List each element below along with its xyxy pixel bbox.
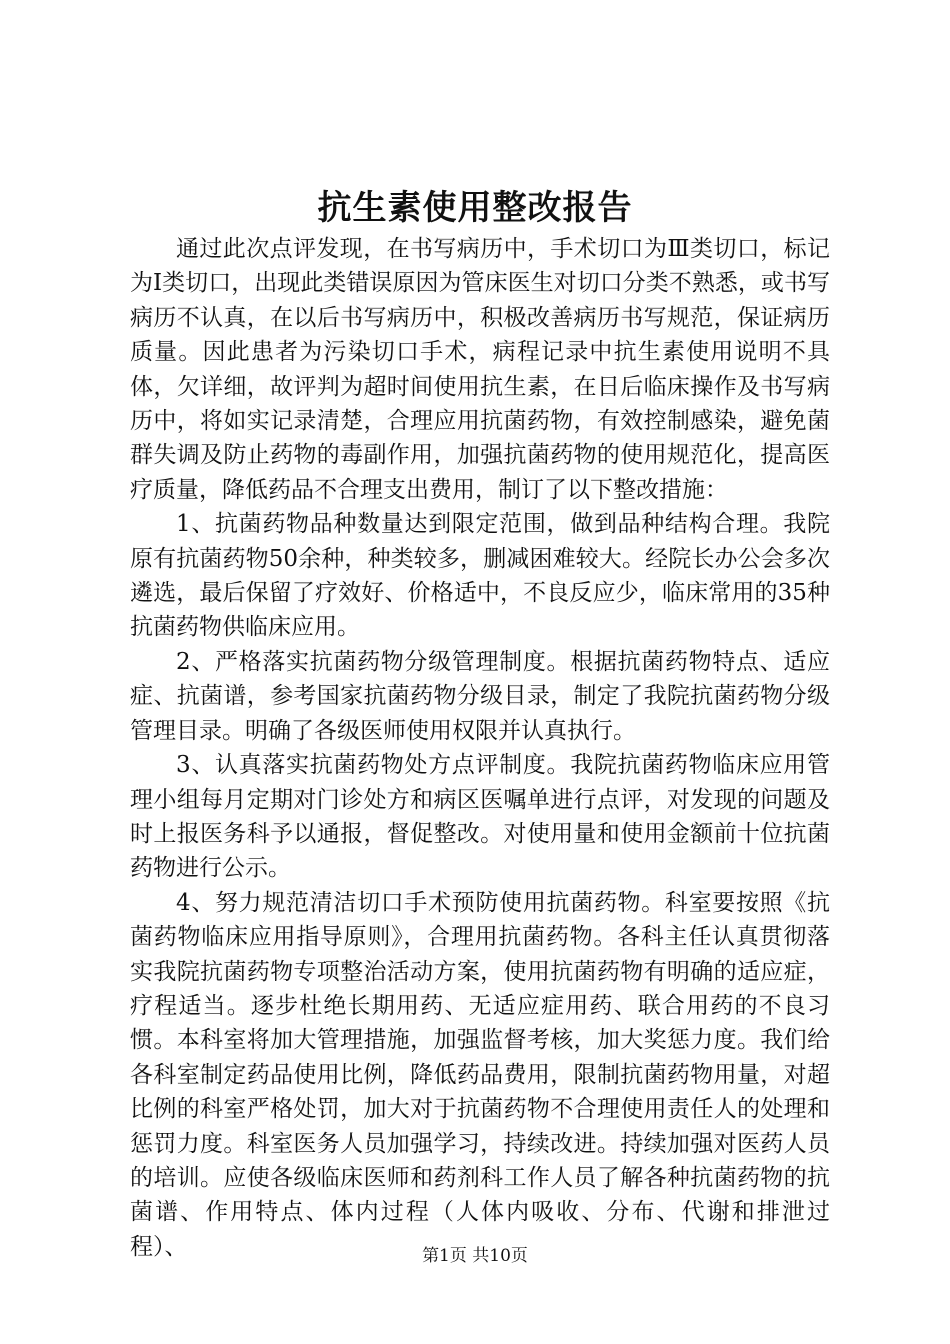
paragraph-measure-1: 1、抗菌药物品种数量达到限定范围，做到品种结构合理。我院原有抗菌药物50余种，种类较多，删减困难较大。经院长办公会多次遴选，最后保留了疗效好、价格适中，不良反应少，临床常用的35种抗菌药物供临床应用。 <box>130 511 830 641</box>
paragraph-measure-4: 4、努力规范清洁切口手术预防使用抗菌药物。科室要按照《抗菌药物临床应用指导原则》，合理用抗菌药物。各科主任认真贯彻落实我院抗菌药物专项整治活动方案，使用抗菌药物有明确的适应症，疗程适当。逐步杜绝长期用药、无适应症用药、联合用药的不良习惯。本科室将加大管理措施，加强监督考核，加大奖惩力度。我们给各科室制定药品使用比例，降低药品费用，限制抗菌药物用量，对超比例的科室严格处罚，加大对于抗菌药物不合理使用责任人的处理和惩罚力度。科室医务人员加强学习，持续改进。持续加强对医药人员的培训。应使各级临床医师和药剂科工作人员了解各种抗菌药物的抗菌谱、作用特点、体内过程（人体内吸收、分布、代谢和排泄过程）、 <box>130 889 830 1260</box>
document-title: 抗生素使用整改报告 <box>317 188 633 228</box>
paragraph-intro: 通过此次点评发现，在书写病历中，手术切口为Ⅲ类切口，标记为Ⅰ类切口，出现此类错误原因为管床医生对切口分类不熟悉，或书写病历不认真，在以后书写病历中，积极改善病历书写规范，保证病历质量。因此患者为污染切口手术，病程记录中抗生素使用说明不具体，欠详细，故评判为超时间使用抗生素，在日后临床操作及书写病历中，将如实记录清楚，合理应用抗菌药物，有效控制感染，避免菌群失调及防止药物的毒副作用，加强抗菌药物的使用规范化，提高医疗质量，降低药品不合理支出费用，制订了以下整改措施： <box>130 236 830 503</box>
page-footer: 第1页 共10页 <box>422 1246 528 1266</box>
paragraph-measure-3: 3、认真落实抗菌药物处方点评制度。我院抗菌药物临床应用管理小组每月定期对门诊处方和病区医嘱单进行点评，对发现的问题及时上报医务科予以通报，督促整改。对使用量和使用金额前十位抗菌药物进行公示。 <box>130 752 830 882</box>
paragraph-measure-2: 2、严格落实抗菌药物分级管理制度。根据抗菌药物特点、适应症、抗菌谱，参考国家抗菌药物分级目录，制定了我院抗菌药物分级管理目录。明确了各级医师使用权限并认真执行。 <box>130 648 830 744</box>
document-body <box>130 232 830 1264</box>
